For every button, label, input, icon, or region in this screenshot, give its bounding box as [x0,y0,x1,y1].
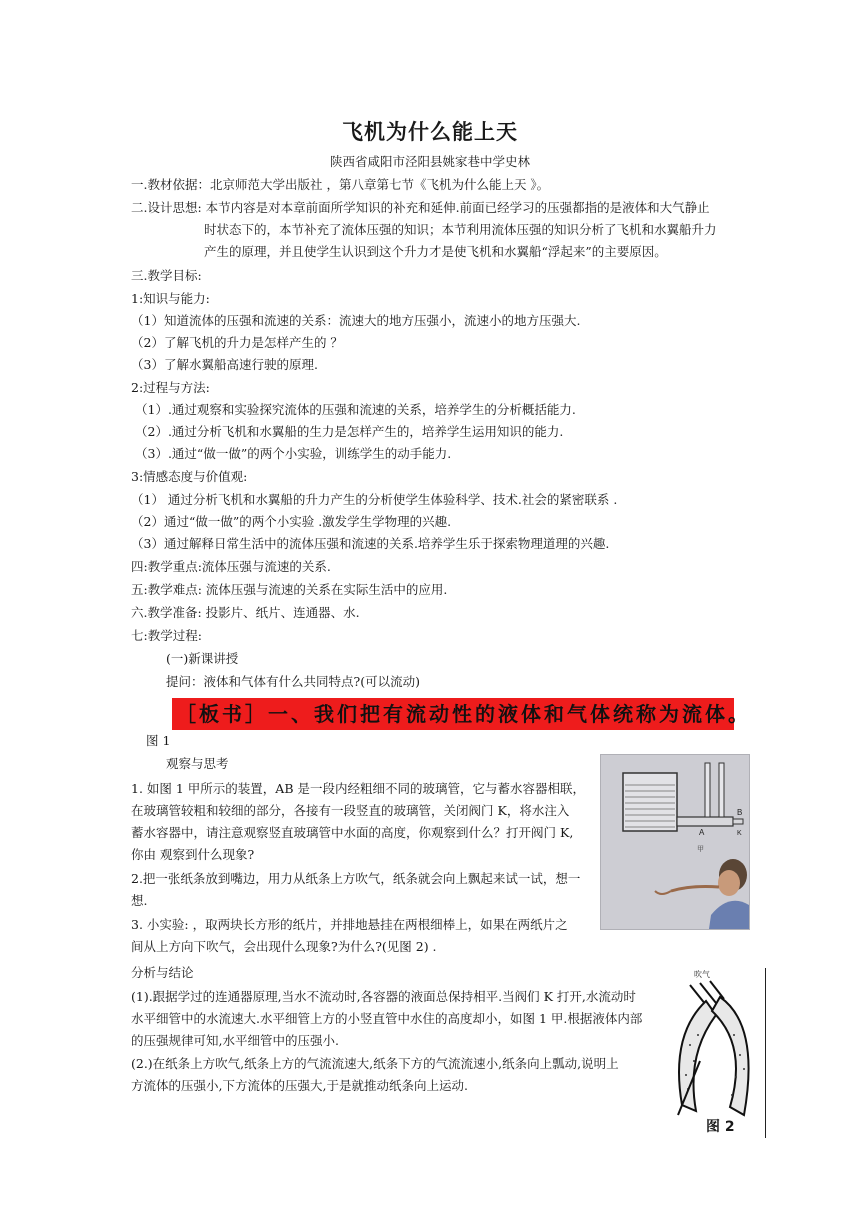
goal-1a: （1）知道流体的压强和流速的关系：流速大的地方压强小，流速小的地方压强大. [131,313,581,328]
design-line-1: 二.设计思想: 本节内容是对本章前面所学知识的补充和延伸.前面已经学习的压强都指的是液体和大气静止 [131,200,710,215]
difficulty: 五:教学难点: 流体压强与流速的关系在实际生活中的应用. [131,582,448,597]
para-1-line-1: 1. 如图 1 甲所示的装置，AB 是一段内经粗细不同的玻璃管，它与蓄水容器相联， [131,781,585,796]
goal-1c: （3）了解水翼船高速行驶的原理. [131,357,318,372]
goal-2a: （1）.通过观察和实验探究流体的压强和流速的关系，培养学生的分析概括能力. [135,402,576,417]
goal-2b: （2）.通过分析飞机和水翼船的生力是怎样产生的，培养学生运用知识的能力. [135,424,564,439]
analysis-1-line-2: 水平细管中的水流速大.水平细管上方的小竖直管中水住的高度却小，如图 1 甲.根据液体内部 [131,1011,643,1026]
para-1-line-4: 你由 观察到什么现象? [131,847,255,862]
paper-blowing-illustration [660,965,770,1135]
figure-1-photo [600,754,750,930]
process-heading: 七:教学过程: [131,628,202,643]
goal-3b: （2）通过“做一做”的两个小实验 .激发学生学物理的兴趣. [131,514,452,529]
analysis-2-line-2: 方流体的压强小,下方流体的压强大,于是就推动纸条向上运动. [131,1078,468,1093]
author-line: 陕西省咸阳市泾阳县姚家巷中学史林 [329,154,530,169]
figure-2-divider [765,968,766,1138]
goals-heading: 三.教学目标: [131,268,202,283]
para-3-line-1: 3. 小实验: ，取两块长方形的纸片，并排地悬挂在两根细棒上，如果在两纸片之 [131,917,568,932]
design-line-3: 产生的原理，并且使学生认识到这个升力才是使飞机和水翼船“浮起来”的主要原因。 [204,244,667,259]
analysis-heading: 分析与结论 [131,965,194,980]
label-k: K [737,830,742,837]
para-2-line-1: 2.把一张纸条放到嘴边，用力从纸条上方吹气，纸条就会向上飘起来试一试，想一 [131,871,581,886]
goal-2c: （3）.通过“做一做”的两个小实验，训练学生的动手能力. [135,446,452,461]
design-line-2: 时状态下的，本节补充了流体压强的知识；本节利用流体压强的知识分析了飞机和水翼船升力 [204,222,717,237]
goal-1b: （2）了解飞机的升力是怎样产生的 ？ [131,335,343,350]
question-line: 提问：液体和气体有什么共同特点?(可以流动) [166,674,420,689]
goal-1-heading: 1:知识与能力: [131,291,210,306]
analysis-1-line-1: (1).跟据学过的连通器原理,当水不流动时,各容器的液面总保持相平.当阀们 K 打开,水流动时 [131,989,636,1004]
apparatus-illustration [601,755,749,929]
basis-line: 一.教材依据：北京师范大学出版社 ，第八章第七节《飞机为什么能上天 》。 [131,177,550,192]
label-b: B [737,808,743,817]
preparation: 六.教学准备: 投影片、纸片、连通器、水. [131,605,360,620]
goal-3a: （1） 通过分析飞机和水翼船的升力产生的分析使学生体验科学、技术.社会的紧密联系 . [131,492,618,507]
key-point: 四:教学重点:流体压强与流速的关系. [131,559,331,574]
label-a: A [699,828,705,837]
figure-2-sketch [660,965,770,1135]
document-title: 飞机为什么能上天 [342,120,518,144]
new-lesson: (一)新课讲授 [166,651,239,666]
blow-mark: 吹气 [694,970,710,979]
figure-2-caption: 图 2 [706,1119,735,1135]
analysis-2-line-1: (2.)在纸条上方吹气,纸条上方的气流流速大,纸条下方的气流流速小,纸条向上瓢动,说明上 [131,1056,619,1071]
label-jia: 甲 [697,846,704,853]
figure-1-caption: 图 1 [146,733,171,748]
board-note-banner: ［板书］一、我们把有流动性的液体和气体统称为流体。 [172,698,734,730]
goal-3-heading: 3:情感态度与价值观: [131,469,248,484]
goal-3c: （3）通过解释日常生活中的流体压强和流速的关系.培养学生乐于探索物理道理的兴趣. [131,536,610,551]
analysis-1-line-3: 的压强规律可知,水平细管中的压强小. [131,1033,339,1048]
para-3-line-2: 间从上方向下吹气，会出现什么现象?为什么?(见图 2) . [131,939,437,954]
para-2-line-2: 想. [131,893,148,908]
goal-2-heading: 2:过程与方法: [131,380,210,395]
para-1-line-3: 蓄水容器中，请注意观察竖直玻璃管中水面的高度，你观察到什么？打开阀门 K, [131,825,574,840]
observe-heading: 观察与思考 [166,756,229,771]
para-1-line-2: 在玻璃管较粗和较细的部分，各接有一段竖直的玻璃管，关闭阀门 K，将水注入 [131,803,570,818]
